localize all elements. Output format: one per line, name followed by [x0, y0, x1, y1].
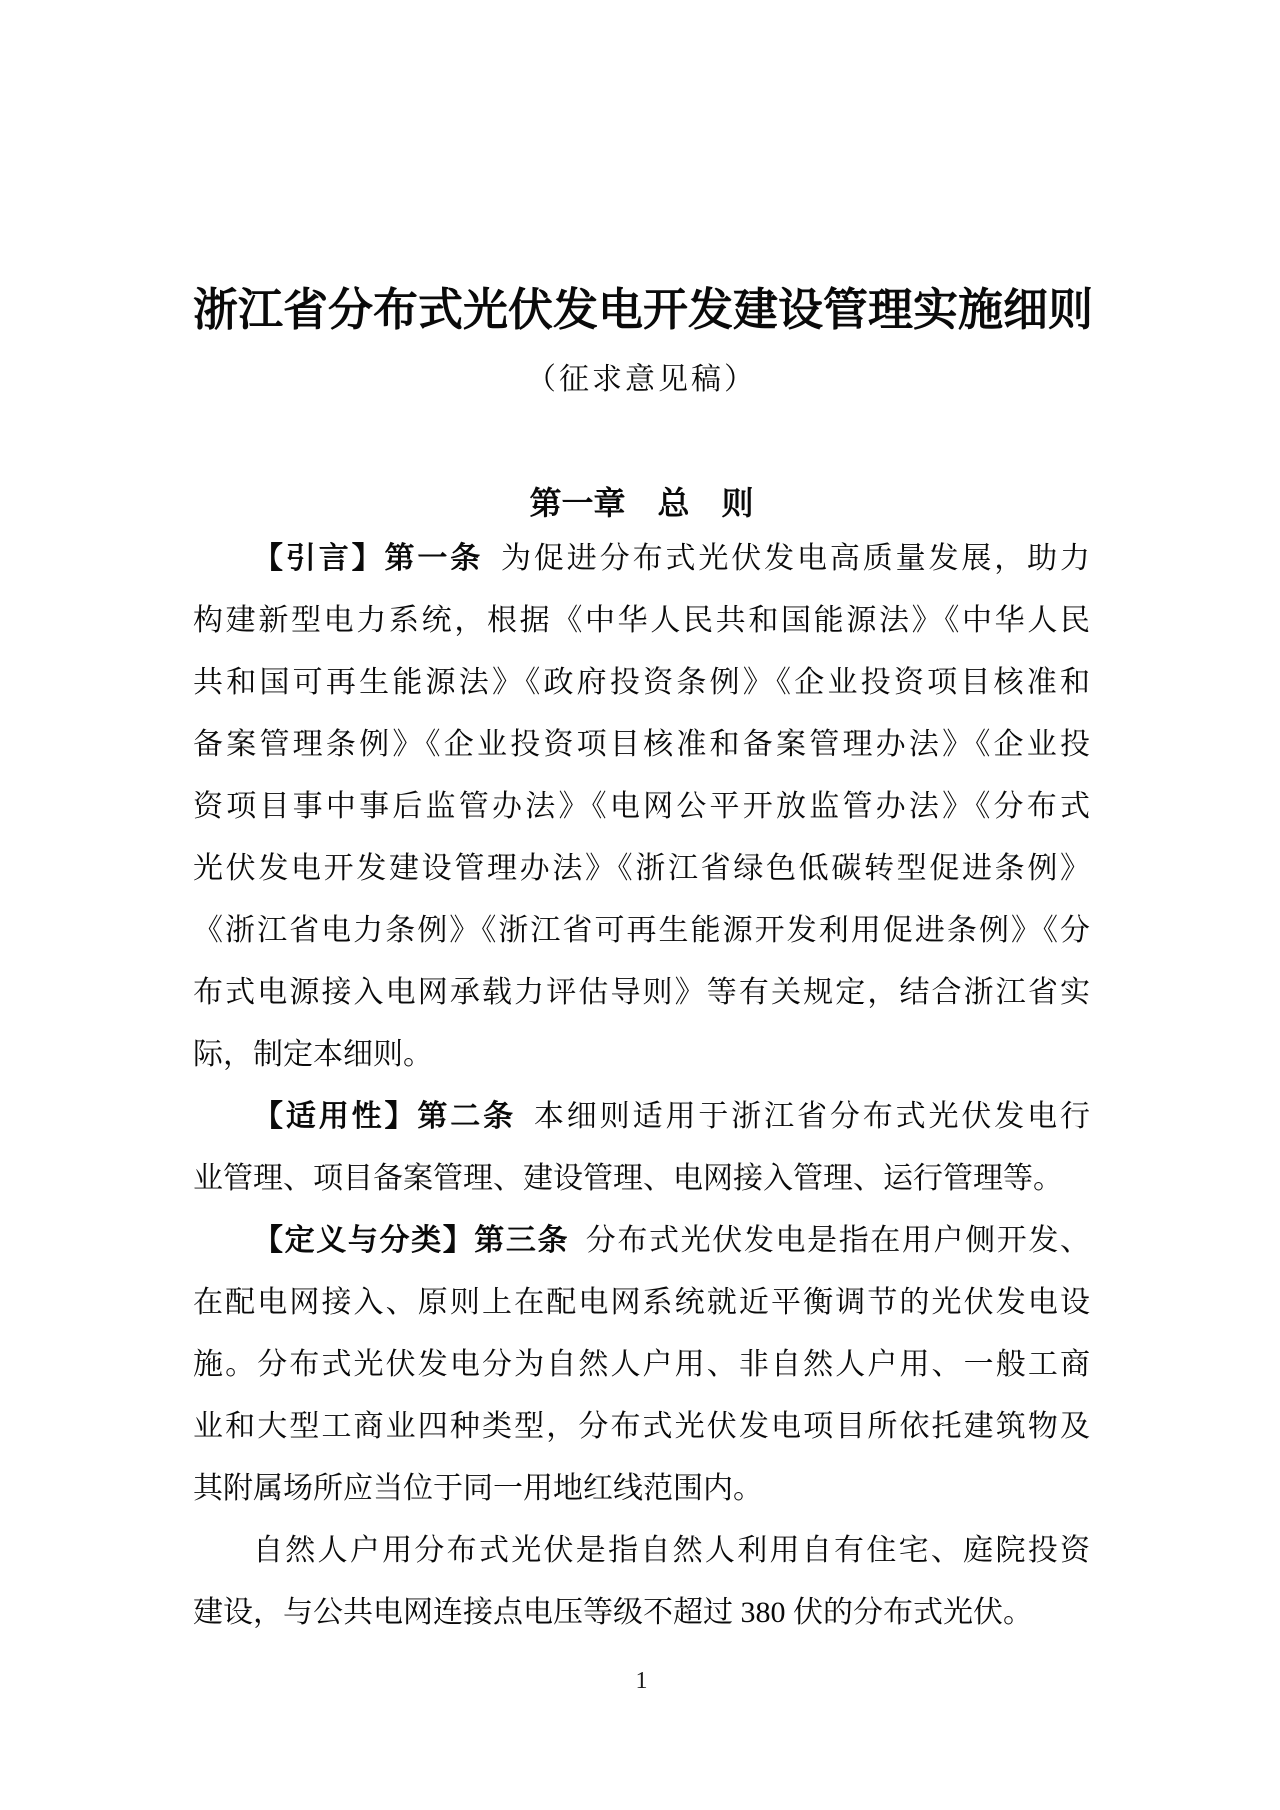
text-line [193, 838, 1090, 900]
text-segment: 在配电网接入、原则上在配电网系统就近平衡调节的光伏发电设 [193, 1286, 1090, 1319]
text-segment: 其附属场所应当位于同一用地红线范围内。 [193, 1472, 763, 1505]
paragraph-3 [193, 1210, 1090, 1520]
text-line [193, 1520, 1090, 1582]
article-lead-bold: 【定义与分类】第三条 [253, 1224, 570, 1257]
text-segment: 本细则适用于浙江省分布式光伏发电行 [516, 1100, 1090, 1133]
document-body [193, 528, 1090, 1644]
text-line [193, 776, 1090, 838]
text-line [193, 962, 1090, 1024]
text-segment: 布式电源接入电网承载力评估导则》等有关规定，结合浙江省实 [193, 976, 1090, 1009]
text-line [193, 900, 1090, 962]
text-line [193, 1334, 1090, 1396]
text-line [193, 714, 1090, 776]
text-segment: 为促进分布式光伏发电高质量发展，助力 [483, 542, 1090, 575]
text-line [193, 1024, 1090, 1086]
text-line [193, 1086, 1090, 1148]
text-segment: 施。分布式光伏发电分为自然人户用、非自然人户用、一般工商 [193, 1348, 1090, 1381]
article-lead-bold: 【适用性】第二条 [253, 1100, 517, 1133]
text-segment: 备案管理条例》《企业投资项目核准和备案管理办法》《企业投 [193, 728, 1090, 761]
text-line [193, 1148, 1090, 1210]
page-number: 1 [635, 1668, 648, 1694]
text-line [193, 1272, 1090, 1334]
paragraph-2 [193, 1086, 1090, 1210]
page-title: 浙江省分布式光伏发电开发建设管理实施细则 [193, 285, 1094, 335]
text-segment: 《浙江省电力条例》《浙江省可再生能源开发利用促进条例》《分 [193, 914, 1090, 947]
text-line [193, 1396, 1090, 1458]
text-segment: 共和国可再生能源法》《政府投资条例》《企业投资项目核准和 [193, 666, 1090, 699]
article-lead-bold: 【引言】第一条 [253, 542, 484, 575]
text-segment: 自然人户用分布式光伏是指自然人利用自有住宅、庭院投资 [253, 1534, 1090, 1567]
text-line [193, 1582, 1090, 1644]
text-segment: 业和大型工商业四种类型，分布式光伏发电项目所依托建筑物及 [193, 1410, 1090, 1443]
paragraph-1 [193, 528, 1090, 1086]
chapter-heading: 第一章 总 则 [529, 485, 754, 521]
text-line [193, 590, 1090, 652]
text-segment: 业管理、项目备案管理、建设管理、电网接入管理、运行管理等。 [193, 1162, 1063, 1195]
text-segment: 光伏发电开发建设管理办法》《浙江省绿色低碳转型促进条例》 [193, 852, 1090, 885]
text-segment: 际，制定本细则。 [193, 1038, 433, 1071]
text-segment: 建设，与公共电网连接点电压等级不超过 380 伏的分布式光伏。 [193, 1596, 1033, 1629]
page-subtitle: （征求意见稿） [526, 363, 757, 396]
text-line [193, 528, 1090, 590]
text-segment: 构建新型电力系统，根据《中华人民共和国能源法》《中华人民 [193, 604, 1090, 637]
text-segment: 资项目事中事后监管办法》《电网公平开放监管办法》《分布式 [193, 790, 1090, 823]
text-line [193, 652, 1090, 714]
text-segment: 分布式光伏发电是指在用户侧开发、 [569, 1224, 1090, 1257]
paragraph-4 [193, 1520, 1090, 1644]
text-line [193, 1458, 1090, 1520]
text-line [193, 1210, 1090, 1272]
